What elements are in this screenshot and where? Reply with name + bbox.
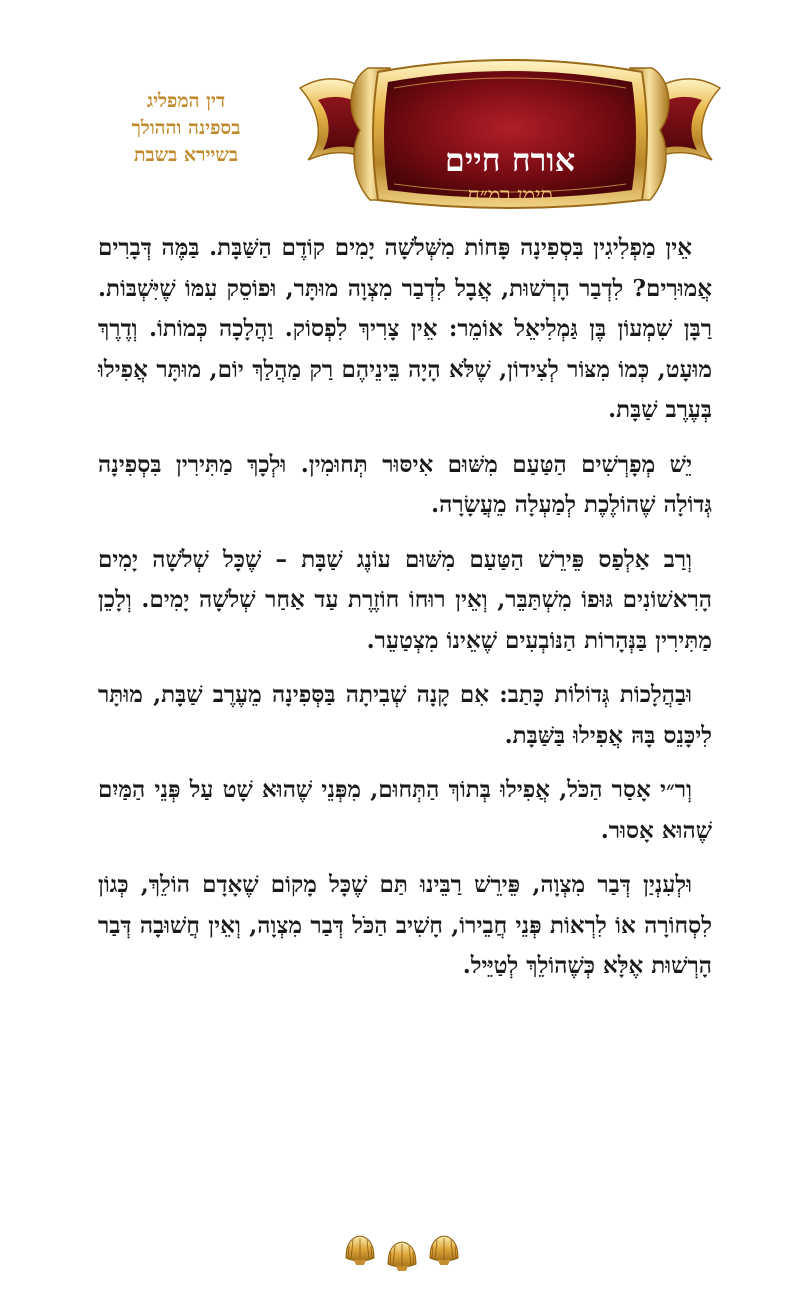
footer-ornament bbox=[340, 1232, 465, 1272]
halacha-text bbox=[98, 228, 712, 1001]
section-title-line-1: דין המפליג bbox=[146, 90, 226, 112]
paragraph-1: אֵין מַפְלִיגִין בִּסְפִינָה פָּחוֹת מִשְּׁלֹשָׁה יָמִים קוֹדֶם הַשַּׁבָּת. בַּמֶּה דְּבָרִים אֲמוּרִים? לִדְבַר הָרְשׁוּת, אֲבָל לִדְבַר מִצְוָה מוּתָּר, וּפוֹסֵק עִמּוֹ שֶׁיִּשְׁבּוֹת. רַבָּן שִׁמְעוֹן בֶּן גַּמְלִיאֵל אוֹמֵר: אֵין צָרִיךְ לִפְסוֹק. וַהֲלָכָה כְּמוֹתוֹ. וְדֶרֶךְ מוּעָט, כְּמוֹ מִצּוֹר לְצִידוֹן, שֶׁלֹּא הָיָה בֵּינֵיהֶם רַק מַהֲלַךְ יוֹם, מוּתָּר אֲפִילוּ בְּעֶרֶב שַׁבָּת. bbox=[98, 234, 712, 423]
banner-title: אורח חיים bbox=[444, 141, 576, 179]
banner-subtitle: סימן רמ״ח bbox=[467, 183, 553, 207]
paragraph-4: וּבַהֲלָכוֹת גְּדוֹלוֹת כָּתַב: אִם קָנָה שְׁבִיתָה בַּסְּפִינָה מֵעֶרֶב שַׁבָּת, מוּתָּר לִיכָּנֵס בָּהּ אֲפִילוּ בַּשַּׁבָּת. bbox=[98, 681, 712, 749]
paragraph-6: וּלְעִנְיַן דְּבַר מִצְוָה, פֵּירֵשׁ רַבֵּינוּ תַּם שֶׁכָּל מָקוֹם שֶׁאָדָם הוֹלֵךְ, כְּגוֹן לִסְחוֹרָה אוֹ לִרְאוֹת פְּנֵי חֲבֵירוֹ, חָשִׁיב הַכֹּל דְּבַר מִצְוָה, וְאֵין חֲשׁוּבָה דְּבַר הָרְשׁוּת אֶלָּא כְּשֶׁהוֹלֵךְ לְטַיֵּיל. bbox=[98, 871, 712, 979]
section-title bbox=[96, 88, 276, 169]
section-title-line-3: בשיירא בשבת bbox=[133, 144, 239, 166]
paragraph-3: וְרַב אַלְפַס פֵּירֵשׁ הַטַּעַם מִשּׁוּם עוֹנֶג שַׁבָּת – שֶׁכָּל שְׁלֹשָׁה יָמִים הָרִאשׁוֹנִים גּוּפוֹ מִשְׁתַּבֵּר, וְאֵין רוּחוֹ חוֹזֶרֶת עַד אַחַר שְׁלֹשָׁה יָמִים. וְלָכֵן מַתִּירִין בַּנְּהָרוֹת הַנּוֹבְעִים שֶׁאֵינוֹ מִצְטַעֵר. bbox=[98, 545, 712, 654]
section-title-line-2: בספינה וההולך bbox=[131, 117, 241, 139]
scroll-banner bbox=[290, 50, 730, 215]
paragraph-5: וְר״י אָסַר הַכֹּל, אֲפִילוּ בְּתוֹךְ הַתְּחוּם, מִפְּנֵי שֶׁהוּא שָׁט עַל פְּנֵי הַמַּיִם שֶׁהוּא אָסוּר. bbox=[98, 776, 712, 844]
shell-ornament-icon bbox=[340, 1232, 465, 1272]
paragraph-2: יֵשׁ מְפָרְשִׁים הַטַּעַם מִשּׁוּם אִיסּוּר תְּחוּמִין. וּלְכָךְ מַתִּירִין בִּסְפִינָה גְּדוֹלָה שֶׁהוֹלֶכֶת לְמַעְלָה מֵעֲשָׂרָה. bbox=[98, 450, 712, 518]
